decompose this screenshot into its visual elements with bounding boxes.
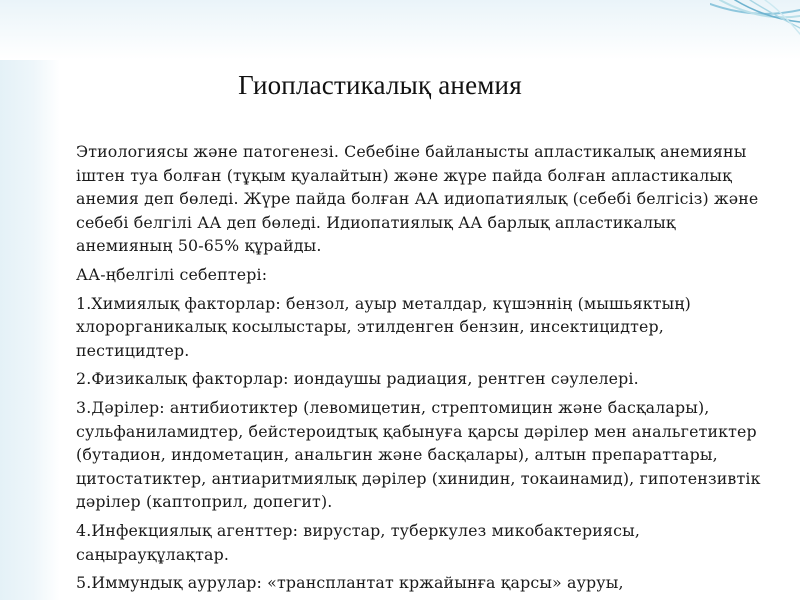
paragraph-immune-diseases: 5.Иммундық аурулар: «трансплантат кржайынға қарсы» ауруы, bbox=[76, 573, 624, 593]
paragraph-causes-heading: АА-ңбелгілі себептері: bbox=[76, 264, 268, 284]
paragraph-chemical-factors: 1.Химиялық факторлар: бензол, ауыр металдар, күшэннің (мышьяктың) хлорорганикалық косылыстары, этилденген бензин, инсектицидтер, пестицидтер. bbox=[76, 293, 691, 360]
paragraph-infectious-agents: 4.Инфекциялық агенттер: вирустар, туберкулез микобактериясы, саңырауқұлақтар. bbox=[76, 520, 640, 564]
slide-body bbox=[76, 140, 776, 600]
paragraph-etiology: Этиологиясы және патогенезі. Себебіне байланысты апластикалық анемияны іштен туа болған (тұқым қуалайтын) және жүре пайда болған апластикалық анемия деп бөледі. Жүре пайда болған АА идиопатиялық (себебі белгісіз) және себебі белгілі АА деп бөледі. Идиопатиялық АА барлық апластикалық анемияның 50-65% құрайды. bbox=[76, 142, 759, 256]
paragraph-drugs: 3.Дәрілер: антибиотиктер (левомицетин, стрептомицин және басқалары), сульфаниламидтер, бейстероидтық қабынуға қарсы дәрілер мен анальгетиктер (бутадион, индометацин, анальгин және басқалары), алтын препараттары, цитостатиктер, антиаритмиялық дәрілер (хинидин, токаинамид), гипотензивтік дәрілер (каптоприл, допегит). bbox=[76, 397, 761, 512]
paragraph-physical-factors: 2.Физикалық факторлар: иондаушы радиация, рентген сәулелері. bbox=[76, 369, 639, 389]
corner-ornament-icon bbox=[710, 0, 800, 40]
top-decorative-band bbox=[0, 0, 800, 60]
slide-title: Гиопластикалық анемия bbox=[238, 70, 522, 100]
